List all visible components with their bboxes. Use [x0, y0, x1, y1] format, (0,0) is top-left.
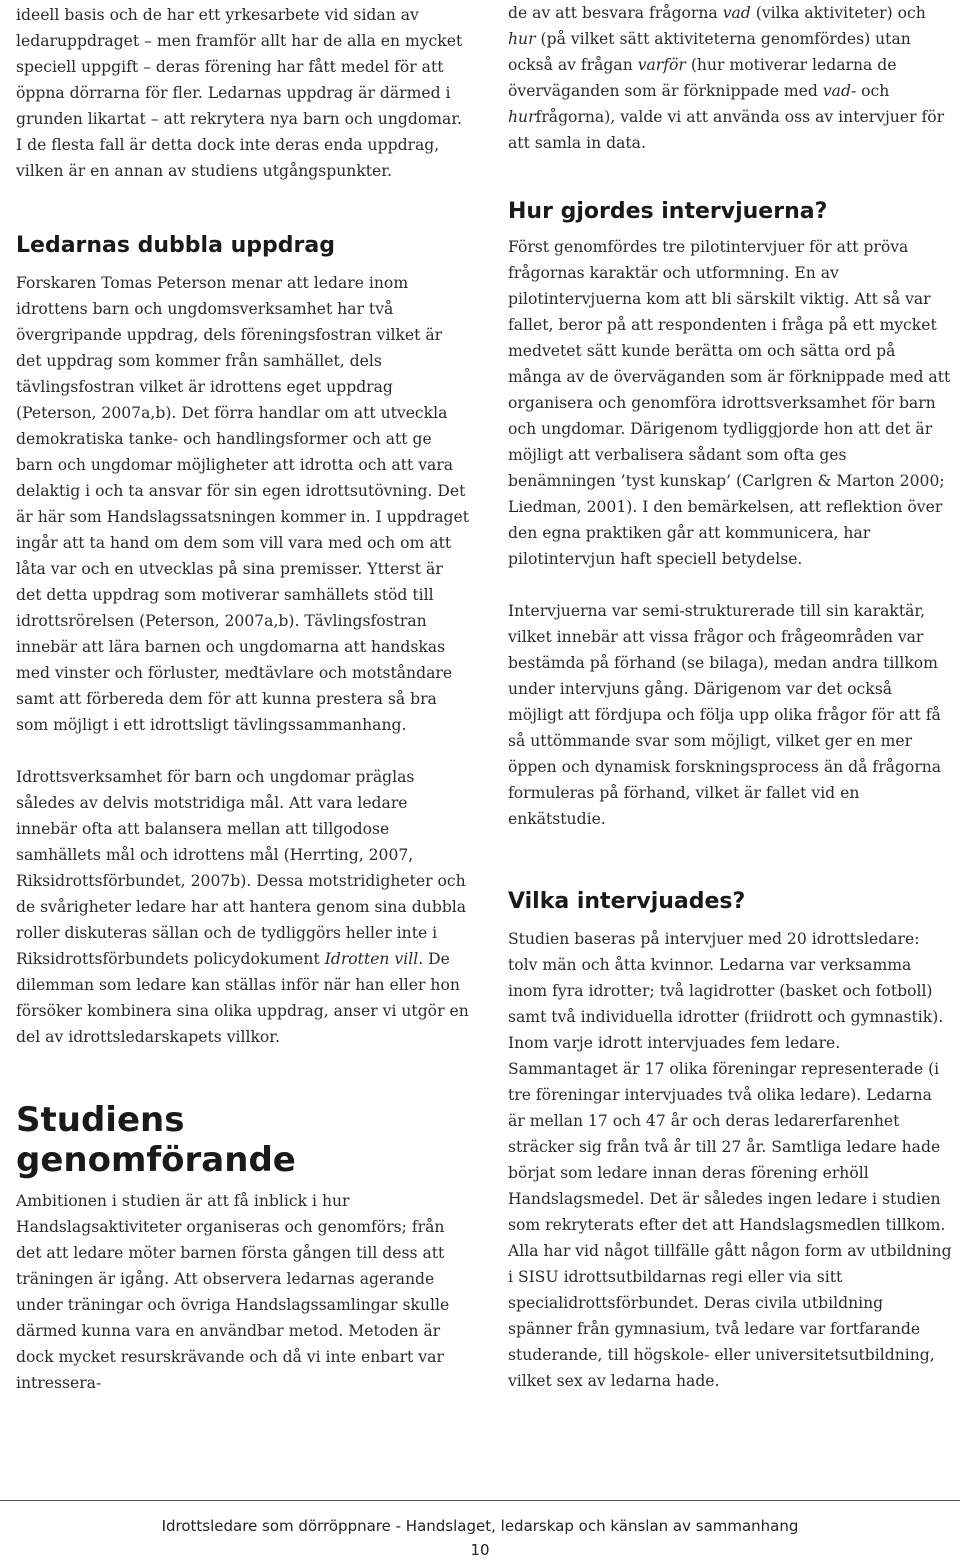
section-heading-genomforande: Studiens genomförande: [16, 1100, 296, 1180]
section-heading-dubbla-uppdrag: Ledarnas dubbla uppdrag: [16, 233, 335, 258]
body-paragraph: Intervjuerna var semi-strukturerade till sin karaktär, vilket innebär att vissa frågor och frågeområden var bestämda på förhand (se bilaga), medan andra tillkom under intervjuns gång. Därigenom var det också möjligt att fördjupa och följa upp olika frågor för att få så uttömmande svar som möjligt, vilket ger en mer öppen och dynamisk forskningsprocess än då frågorna formuleras på förhand, vilket är fallet vid en enkätstudie.: [508, 602, 942, 828]
section-heading-intervjuerna: Hur gjordes intervjuerna?: [508, 199, 828, 224]
left-column: [16, 0, 472, 1396]
intro-paragraph: ideell basis och de har ett yrkesarbete vid sidan av ledaruppdraget – men framför allt har de alla en mycket speciell uppgift – deras förening har fått medel för att öppna dörrarna för fler. Ledarnas uppdrag är därmed i grunden likartat – att rekrytera nya barn och ungdomar. I de flesta fall är detta dock inte deras enda uppdrag, vilken är en annan av studiens utgångspunkter.: [16, 6, 463, 180]
body-paragraph: Ambitionen i studien är att få inblick i hur Handslagsaktiviteter organiseras och genomförs; från det att ledare möter barnen första gången till dess att träningen är igång. Att observera ledarnas agerande under träningar och övriga Handslagssamlingar skulle därmed kunna vara en användbar metod. Metoden är dock mycket resurskrävande och då vi inte enbart var intressera-: [16, 1192, 450, 1392]
footer-divider: [0, 1500, 960, 1501]
section-heading-vilka-intervjuades: Vilka intervjuades?: [508, 889, 746, 914]
body-paragraph: Idrottsverksamhet för barn och ungdomar präglas således av delvis motstridiga mål. Att vara ledare innebär ofta att balansera mellan att tillgodose samhällets mål och idrottens mål (Herrting, 2007, Riksidrottsförbundet, 2007b). Dessa motstridigheter och de svårigheter ledare har att hantera genom sina dubbla roller diskuteras sällan och de tydliggörs heller inte i Riksidrottsförbundets policydokument Idrotten vill. De dilemman som ledare kan ställas inför när han eller hon försöker kombinera sina olika uppdrag, anser vi utgör en del av idrottsledarskapets villkor.: [16, 768, 469, 1046]
intro-paragraph-continued: de av att besvara frågorna vad (vilka aktiviteter) och hur (på vilket sätt aktiviteterna genomfördes) utan också av frågan varför (hur motiverar ledarna de överväganden som är förknippade med vad- och hurfrågorna), valde vi att använda oss av intervjuer för att samla in data.: [508, 4, 945, 152]
body-paragraph: Studien baseras på intervjuer med 20 idrottsledare: tolv män och åtta kvinnor. Ledarna var verksamma inom fyra idrotter; två lagidrotter (basket och fotboll) samt två individuella idrotter (friidrott och gymnastik). Inom varje idrott intervjuades fem ledare. Sammantaget är 17 olika föreningar representerade (i tre föreningar intervjuades två olika ledare). Ledarna är mellan 17 och 47 år och deras ledarerfarenhet sträcker sig från två år till 27 år. Samtliga ledare hade börjat som ledare innan deras förening erhöll Handslagsmedel. Det är således ingen ledare i studien som rekryterats efter det att Handslagsmedlen tillkom. Alla har vid något tillfälle gått någon form av utbildning i SISU idrottsutbildarnas regi eller via sitt specialidrottsförbundet. Deras civila utbildning spänner från gymnasium, två ledare var fortfarande studerande, till högskole- eller universitetsutbildning, vilket sex av ledarna hade.: [508, 930, 952, 1390]
right-column: [508, 0, 952, 1394]
page-number: 10: [470, 1541, 490, 1559]
body-paragraph: Forskaren Tomas Peterson menar att ledare inom idrottens barn och ungdomsverksamhet har två övergripande uppdrag, dels föreningsfostran vilket är det uppdrag som kommer från samhället, dels tävlingsfostran vilket är idrottens eget uppdrag (Peterson, 2007a,b). Det förra handlar om att utveckla demokratiska tanke- och handlingsformer och att ge barn och ungdomar möjligheter att idrotta och att vara delaktig i och ta ansvar för sin egen idrottsutövning. Det är här som Handslagssatsningen kommer in. I uppdraget ingår att ta hand om dem som vill vara med och om att låta var och en utvecklas på sina premisser. Ytterst är det detta uppdrag som motiverar samhällets stöd till idrottsrörelsen (Peterson, 2007a,b). Tävlingsfostran innebär att lära barnen och ungdomarna att handskas med vinster och förluster, medtävlare och motståndare samt att förbereda dem för att kunna prestera så bra som möjligt i ett idrottsligt tävlingssammanhang.: [16, 274, 469, 734]
body-paragraph: Först genomfördes tre pilotintervjuer för att pröva frågornas karaktär och utformning. En av pilotintervjuerna kom att bli särskilt viktig. Att så var fallet, beror på att respondenten i fråga på ett mycket medvetet sätt kunde berätta om och sätta ord på många av de överväganden som är förknippade med att organisera och genomföra idrottsverksamhet för barn och ungdomar. Därigenom tydliggjorde hon att det är möjligt att verbalisera sådant som ofta ges benämningen ’tyst kunskap’ (Carlgren & Marton 2000; Liedman, 2001). I den bemärkelsen, att reflektion över den egna praktiken går att kommunicera, har pilotintervjun haft speciell betydelse.: [508, 238, 951, 568]
footer-title: Idrottsledare som dörröppnare - Handslaget, ledarskap och känslan av sammanhang: [161, 1517, 799, 1535]
policy-document-title: Idrotten vill: [324, 950, 419, 968]
